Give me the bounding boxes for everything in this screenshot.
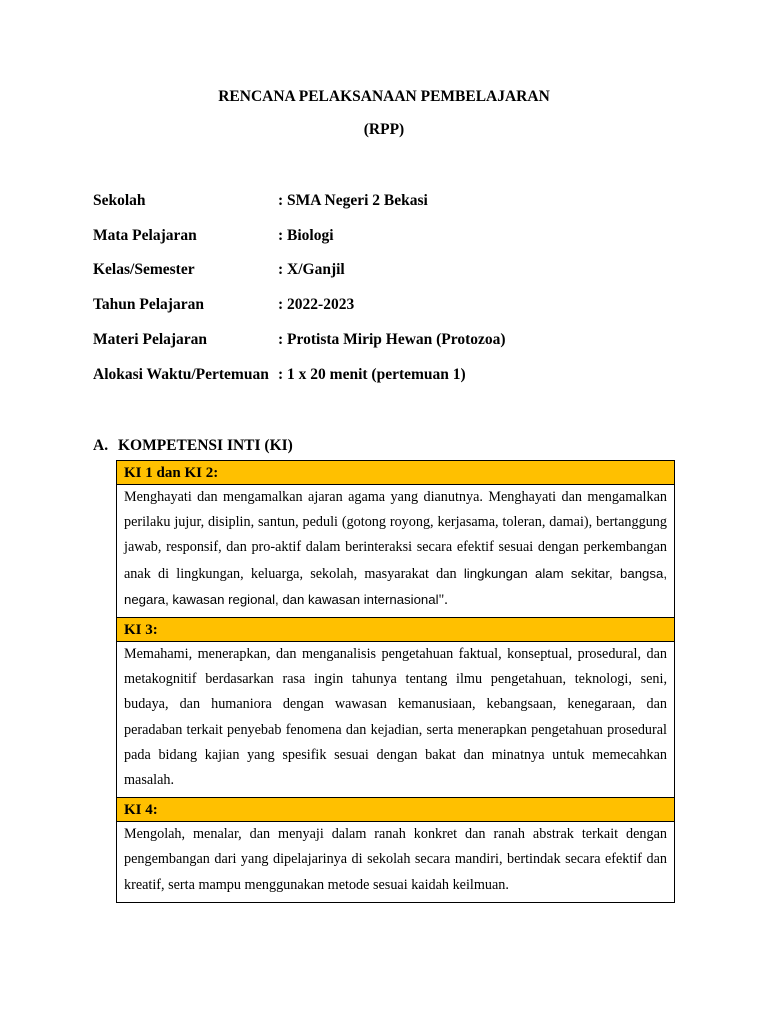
- info-value: : SMA Negeri 2 Bekasi: [278, 192, 428, 209]
- info-value: : Biologi: [278, 227, 334, 244]
- ki4-text: Mengolah, menalar, dan menyaji dalam ranah konkret dan ranah abstrak terkait dengan pengembangan dari yang dipelajarinya di sekolah secara mandiri, bertindak secara efektif dan kreatif, serta mampu menggunakan metode sesuai kaidah keilmuan.: [124, 826, 667, 893]
- section-letter: A.: [93, 437, 109, 454]
- ki3-text: Memahami, menerapkan, dan menganalisis pengetahuan faktual, konseptual, prosedural, dan metakognitif berdasarkan rasa ingin tahunya tentang ilmu pengetahuan, teknologi, seni, budaya, dan humaniora dengan wawasan kemanusiaan, kebangsaan, kenegaraan, dan peradaban terkait penyebab fenomena dan kejadian, serta menerapkan pengetahuan prosedural pada bidang kajian yang spesifik sesuai dengan bakat dan minatnya untuk memecahkan masalah.: [117, 642, 674, 798]
- ki12-text-tail: lingkungan alam sekitar, bangsa, negara, kawasan regional, dan kawasan internasional: [124, 565, 667, 607]
- info-label: Kelas/Semester: [93, 261, 195, 278]
- info-row-alokasi-waktu: [93, 365, 693, 385]
- info-row-kelas-semester: [93, 260, 693, 280]
- info-row-tahun-pelajaran: [93, 295, 693, 315]
- info-value: : 2022-2023: [278, 296, 355, 313]
- kompetensi-inti-table: [116, 460, 675, 903]
- ki12-heading: KI 1 dan KI 2:: [117, 461, 674, 485]
- info-label: Materi Pelajaran: [93, 331, 208, 348]
- info-label: Alokasi Waktu/Pertemuan: [93, 366, 269, 383]
- info-value: : Protista Mirip Hewan (Protozoa): [278, 331, 506, 348]
- info-value: : X/Ganjil: [278, 261, 345, 278]
- info-row-materi-pelajaran: [93, 330, 693, 350]
- info-label: Tahun Pelajaran: [93, 296, 204, 313]
- section-heading-kompetensi-inti: [93, 436, 293, 456]
- document-subtitle: (RPP): [363, 121, 405, 138]
- ki12-text-end: ".: [438, 591, 448, 608]
- info-row-sekolah: [93, 191, 693, 211]
- ki12-text-main: Menghayati dan mengamalkan ajaran agama yang dianutnya. Menghayati dan mengamalkan perilaku jujur, disiplin, santun, peduli (gotong royong, kerjasama, toleran, damai), bertanggung jawab, responsif, dan pro-aktif dalam berinteraksi secara efektif sesuai dengan perkembangan anak di lingkungan, keluarga, sekolah, masyarakat dan: [124, 489, 667, 582]
- ki3-heading: KI 3:: [117, 618, 674, 642]
- info-value: : 1 x 20 menit (pertemuan 1): [278, 366, 466, 383]
- ki4-heading: KI 4:: [117, 798, 674, 822]
- info-label: Sekolah: [93, 192, 146, 209]
- section-title: KOMPETENSI INTI (KI): [118, 437, 293, 454]
- document-title: RENCANA PELAKSANAAN PEMBELAJARAN: [218, 88, 550, 105]
- info-label: Mata Pelajaran: [93, 227, 197, 244]
- info-row-mata-pelajaran: [93, 226, 693, 246]
- ki12-text: [117, 485, 674, 618]
